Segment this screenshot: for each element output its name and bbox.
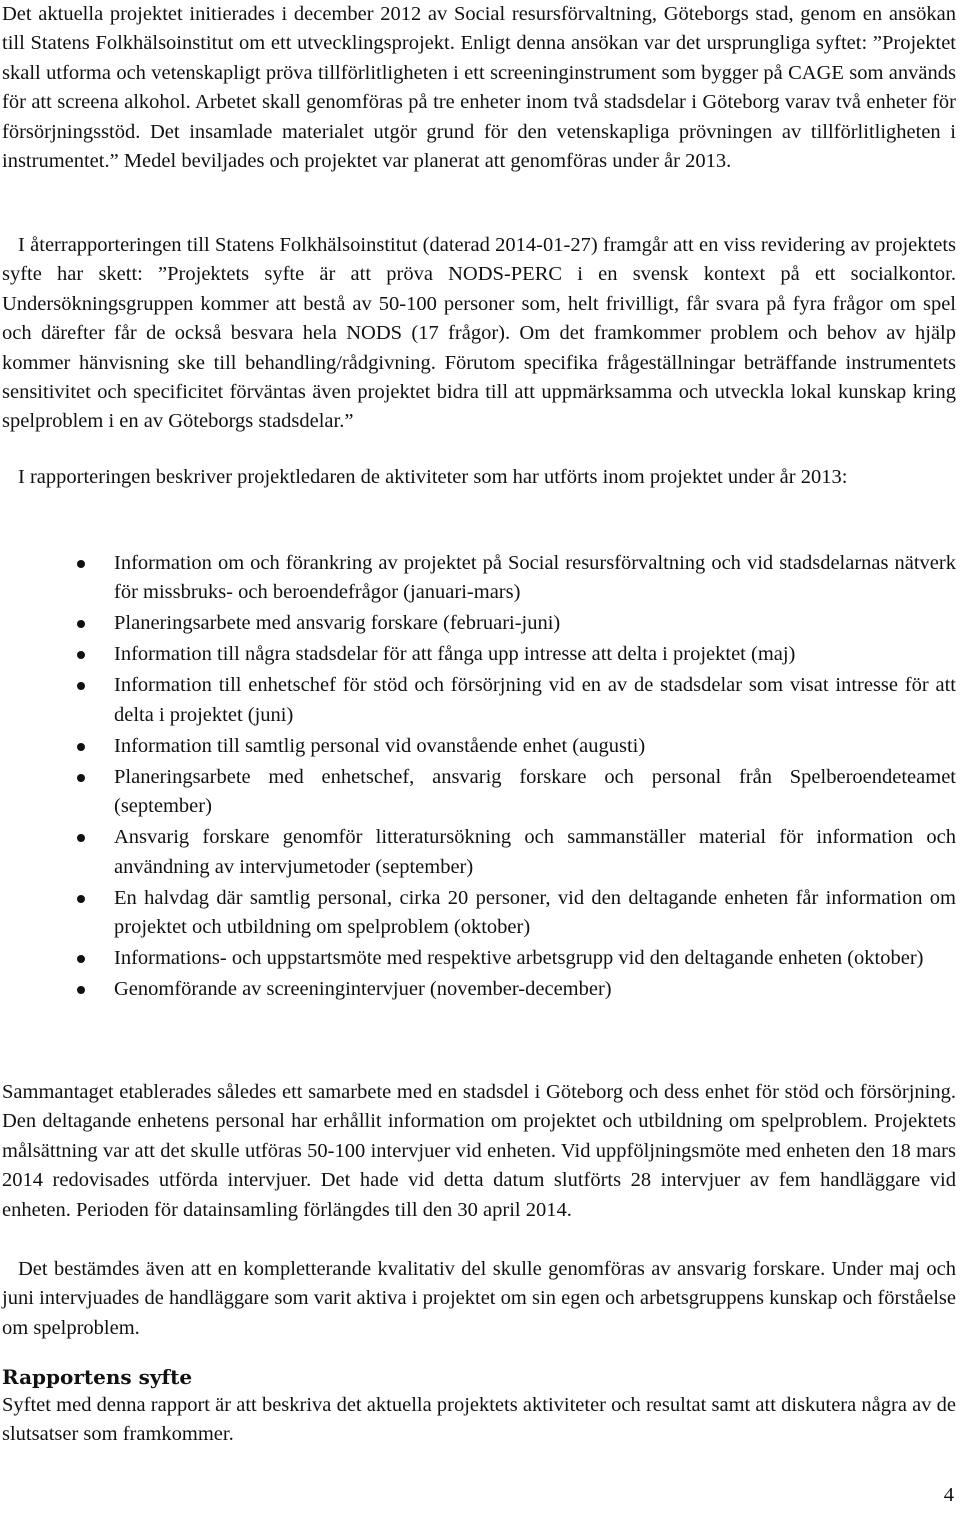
list-item-text: Ansvarig forskare genomför litteratursökning och sammanställer material för information och användning av intervjumetoder (september) [114, 826, 956, 878]
bullet-icon [77, 682, 85, 690]
list-item [0, 549, 956, 608]
list-item-text: Planeringsarbete med enhetschef, ansvarig forskare och personal från Spelberoendeteamet (september) [114, 765, 956, 818]
bullet-icon [77, 620, 85, 628]
bullet-icon [77, 651, 85, 659]
list-item-text: Planeringsarbete med ansvarig forskare (februari-juni) [114, 612, 561, 635]
bullet-icon [77, 986, 85, 994]
bullet-icon [77, 774, 85, 782]
bullet-icon [77, 743, 85, 751]
paragraph-summary: Sammantaget etablerades således ett samarbete med en stadsdel i Göteborg och dess enhet för stöd och försörjning. Den deltagande enhetens personal har erhållit information om projektet och utbildning om spelproblem. Projektets målsättning var att det skulle utföras 50-100 intervjuer vid enheten. Vid uppföljningsmöte med enheten den 18 mars 2014 redovisades utförda intervjuer. Det hade vid detta datum slutförts 28 intervjuer av fem handläggare vid enheten. Perioden för datainsamling förlängdes till den 30 april 2014. [2, 1081, 956, 1221]
activities-list [0, 549, 956, 1006]
paragraph-report-purpose: Syftet med denna rapport är att beskriva det aktuella projektets aktiviteter och resultat samt att diskutera några av de slutsatser som framkommer. [2, 1394, 956, 1446]
page-number: 4 [943, 1484, 954, 1506]
list-item [0, 609, 956, 638]
bullet-icon [77, 560, 85, 568]
list-item [0, 823, 956, 882]
list-item [0, 944, 956, 973]
paragraph-revised-purpose: I återrapporteringen till Statens Folkhälsoinstitut (daterad 2014-01-27) framgår att en viss revidering av projektets syfte har skett: ”Projektets syfte är att pröva NODS-PERC i en svensk kontext på ett socialkontor. Undersökningsgruppen kommer att bestå av 50-100 personer som, helt frivilligt, får svara på fyra frågor om spel och därefter får de också besvara hela NODS (17 frågor). Om det framkommer problem och behov av hjälp kommer hänvisning ske till behandling/rådgivning. Förutom specifika frågeställningar beträffande instrumentets sensitivitet och specificitet förväntas även projektet bidra till att uppmärksamma och utveckla lokal kunskap kring spelproblem i en av Göteborgs stadsdelar.” [2, 234, 956, 433]
list-item [0, 763, 956, 822]
section-heading: Rapportens syfte [2, 1365, 193, 1389]
bullet-icon [77, 834, 85, 842]
list-item [0, 975, 956, 1004]
list-item-text: Information till enhetschef för stöd och försörjning vid en av de stadsdelar som visat intresse för att delta i projektet (juni) [114, 674, 956, 726]
list-item [0, 884, 956, 943]
list-item [0, 671, 956, 730]
paragraph-project-initiation: Det aktuella projektet initierades i december 2012 av Social resursförvaltning, Göteborgs stad, genom en ansökan till Statens Folkhälsoinstitut om ett utvecklingsprojekt. Enligt denna ansökan var det ursprungliga syftet: ”Projektet skall utforma och vetenskapligt pröva tillförlitligheten i ett screeninginstrument som bygger på CAGE som används för att screena alkohol. Arbetet skall genomföras på tre enheter inom två stadsdelar i Göteborg varav två enheter för försörjningsstöd. Det insamlade materialet utgör grund för den vetenskapliga prövningen av tillförlitligheten i instrumentet.” Medel beviljades och projektet var planerat att genomföras under år 2013. [2, 3, 956, 173]
paragraph-qualitative-part: Det bestämdes även att en kompletterande kvalitativ del skulle genomföras av ansvarig forskare. Under maj och juni intervjuades de handläggare som varit aktiva i projektet om sin egen och arbetsgruppens kunskap och förståelse om spelproblem. [2, 1258, 956, 1339]
bullet-icon [77, 895, 85, 903]
bullet-icon [77, 955, 85, 963]
list-item-text: Information till några stadsdelar för att fånga upp intresse att delta i projektet (maj) [114, 643, 796, 666]
list-item-text: Informations- och uppstartsmöte med respektive arbetsgrupp vid den deltagande enheten (oktober) [114, 947, 924, 970]
list-item-text: Information till samtlig personal vid ovanstående enhet (augusti) [114, 734, 646, 757]
list-item [0, 640, 956, 669]
paragraph-activities-intro: I rapporteringen beskriver projektledaren de aktiviteter som har utförts inom projektet under år 2013: [18, 466, 848, 488]
list-item-text: Genomförande av screeningintervjuer (november-december) [114, 978, 612, 1001]
list-item [0, 732, 956, 761]
list-item-text: En halvdag där samtlig personal, cirka 20 personer, vid den deltagande enheten får information om projektet och utbildning om spelproblem (oktober) [114, 886, 956, 939]
list-item-text: Information om och förankring av projektet på Social resursförvaltning och vid stadsdelarnas nätverk för missbruks- och beroendefrågor (januari-mars) [114, 552, 956, 604]
